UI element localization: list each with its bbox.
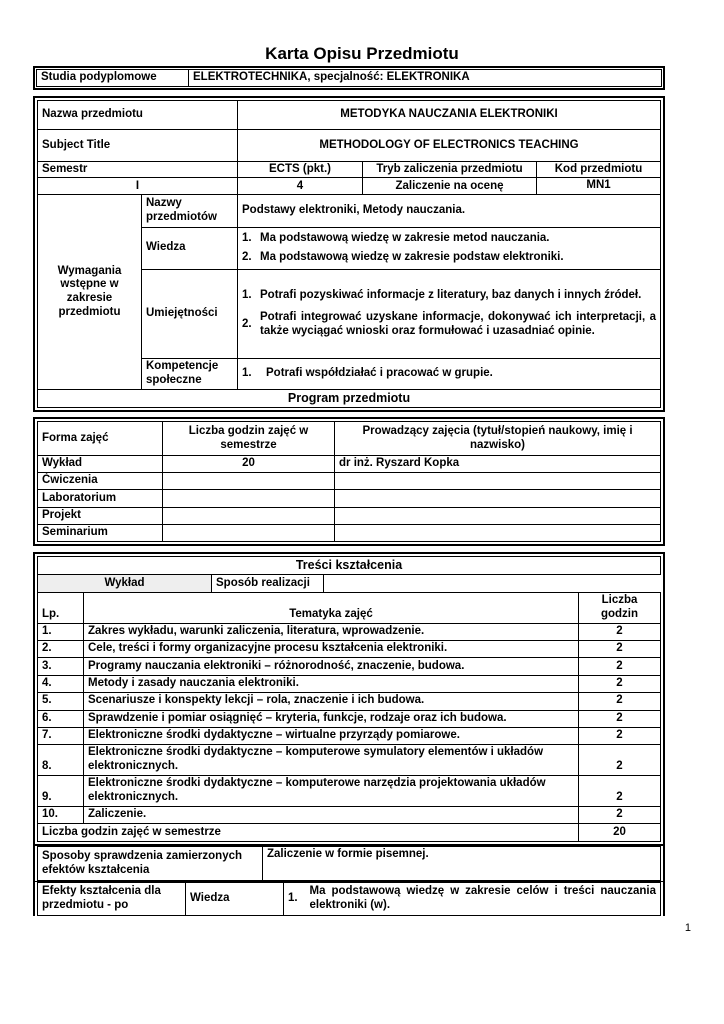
effects-section — [33, 882, 665, 916]
assessment-section — [33, 846, 665, 882]
studia-section — [33, 66, 665, 90]
requirements-label: Wymagania wstępne w zakresie przedmiotu — [38, 195, 142, 389]
studia-value: ELEKTROTECHNIKA, specjalność: ELEKTRONIKA — [189, 70, 662, 87]
table-row: Projekt — [38, 507, 661, 524]
tryb-header: Tryb zaliczenia przedmiotu — [363, 161, 537, 178]
content-heading: Treści kształcenia — [38, 557, 661, 575]
semestr-value: I — [38, 178, 238, 195]
list-item: 1. Potrafi pozyskiwać informacje z literatury, baz danych i innych źródeł. — [242, 289, 642, 302]
list-item: 1. Potrafi współdziałać i pracować w grupie. — [242, 366, 493, 379]
liczba-header: Liczba godzin — [578, 593, 660, 624]
table-row: Wykład 20 dr inż. Ryszard Kopka — [38, 456, 661, 473]
prowadzacy-header: Prowadzący zajęcia (tytuł/stopień naukowy, imię i nazwisko) — [335, 422, 661, 456]
umiejetnosci-label: Umiejętności — [142, 270, 238, 359]
list-item: 2. Ma podstawową wiedzę w zakresie podstaw elektroniki. — [242, 250, 564, 263]
effects-label: Efekty kształcenia dla przedmiotu - po — [38, 883, 186, 916]
table-row: Ćwiczenia — [38, 473, 661, 490]
course-section — [33, 96, 665, 412]
kompetencje-label: Kompetencje społeczne — [142, 358, 238, 389]
program-heading: Program przedmiotu — [38, 389, 661, 407]
table-row: Laboratorium — [38, 490, 661, 507]
kod-header: Kod przedmiotu — [537, 161, 661, 178]
semestr-header: Semestr — [38, 161, 238, 178]
forms-section — [33, 417, 665, 546]
sposob-label: Sposób realizacji — [212, 575, 324, 593]
wiedza-label: Wiedza — [142, 227, 238, 269]
table-row: 2. Cele, treści i formy organizacyjne procesu kształcenia elektroniki. 2 — [38, 640, 661, 657]
effects-wiedza-label: Wiedza — [186, 883, 284, 916]
umiejetnosci-list — [238, 270, 661, 359]
course-name-value: METODYKA NAUCZANIA ELEKTRONIKI — [238, 101, 661, 130]
total-label: Liczba godzin zajęć w semestrze — [38, 824, 579, 842]
wyklad-label: Wykład — [38, 575, 212, 593]
table-row: 9. Elektroniczne środki dydaktyczne – komputerowe narzędzia projektowania układów elektronicznych. 2 — [38, 775, 661, 806]
kompetencje-list — [238, 358, 661, 389]
kod-value: MN1 — [537, 178, 661, 195]
ects-value: 4 — [238, 178, 363, 195]
list-item: 2. Potrafi integrować uzyskane informacje, dokonywać ich interpretacji, a także wyciągać wnioski oraz formułować i uzasadniać opinie. — [242, 311, 656, 337]
page-number: 1 — [684, 922, 691, 934]
subject-title-value: METHODOLOGY OF ELECTRONICS TEACHING — [238, 130, 661, 161]
effects-text: Ma podstawową wiedzę w zakresie celów i treści nauczania elektroniki (w). — [306, 883, 661, 916]
course-name-label: Nazwa przedmiotu — [38, 101, 238, 130]
wiedza-list — [238, 227, 661, 269]
assessment-value: Zaliczenie w formie pisemnej. — [263, 847, 661, 881]
table-row: 4. Metody i zasady nauczania elektroniki. 2 — [38, 675, 661, 692]
table-row: 6. Sprawdzenie i pomiar osiągnięć – kryteria, funkcje, rodzaje oraz ich budowa. 2 — [38, 710, 661, 727]
page-title: Karta Opisu Przedmiotu — [265, 44, 459, 63]
table-row: 1. Zakres wykładu, warunki zaliczenia, literatura, wprowadzenie. 2 — [38, 623, 661, 640]
total-value: 20 — [578, 824, 660, 842]
lp-header: Lp. — [38, 593, 84, 624]
ects-header: ECTS (pkt.) — [238, 161, 363, 178]
table-row: Seminarium — [38, 524, 661, 541]
table-row: 5. Scenariusze i konspekty lekcji – rola, znaczenie i ich budowa. 2 — [38, 693, 661, 710]
forma-header: Forma zajęć — [38, 422, 163, 456]
nazwy-przedmiotow-label: Nazwy przedmiotów — [142, 195, 238, 227]
subject-title-label: Subject Title — [38, 130, 238, 161]
table-row: 10. Zaliczenie. 2 — [38, 806, 661, 823]
nazwy-przedmiotow-value: Podstawy elektroniki, Metody nauczania. — [238, 195, 661, 227]
table-row: 8. Elektroniczne środki dydaktyczne – komputerowe symulatory elementów i układów elektronicznych. 2 — [38, 745, 661, 776]
content-section — [33, 552, 665, 846]
studia-label: Studia podyplomowe — [37, 70, 189, 87]
tematyka-header: Tematyka zajęć — [84, 593, 579, 624]
table-row: 7. Elektroniczne środki dydaktyczne – wirtualne przyrządy pomiarowe. 2 — [38, 727, 661, 744]
table-row: 3. Programy nauczania elektroniki – różnorodność, znaczenie, budowa. 2 — [38, 658, 661, 675]
assessment-label: Sposoby sprawdzenia zamierzonych efektów kształcenia — [38, 847, 263, 881]
godziny-header: Liczba godzin zajęć w semestrze — [163, 422, 335, 456]
tryb-value: Zaliczenie na ocenę — [363, 178, 537, 195]
effects-num: 1. — [284, 883, 306, 916]
list-item: 1. Ma podstawową wiedzę w zakresie metod nauczania. — [242, 232, 550, 245]
